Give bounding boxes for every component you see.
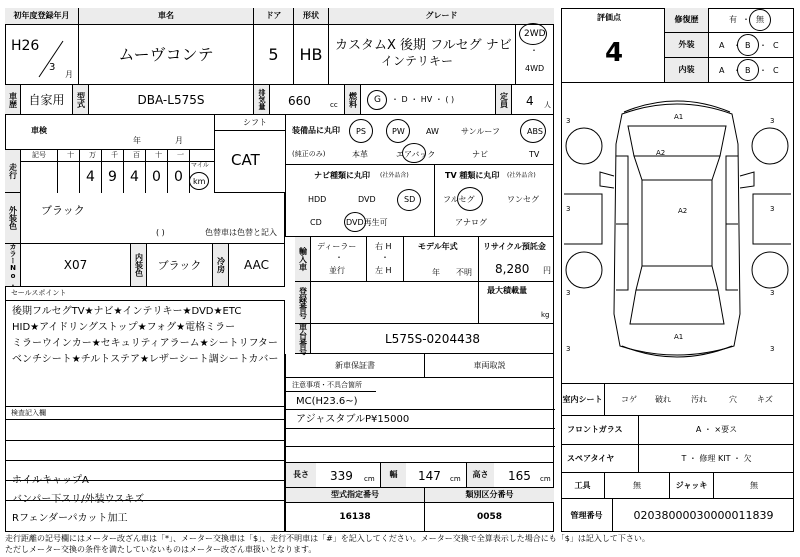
diagram-mark: 3 (770, 205, 775, 213)
model-value: DBA-L575S (89, 85, 254, 115)
color-paren: ( ) (156, 228, 165, 237)
mileage-digit: 4 (86, 169, 95, 185)
int-grade-dot: ・ (733, 66, 741, 75)
inspect-rule (5, 440, 285, 441)
mileage-digit: 0 (174, 169, 183, 185)
chassis-label: 車台番号 (295, 324, 311, 354)
manual-label: 車両取説 (425, 354, 554, 378)
ext-grade-dot: ・ (759, 41, 767, 50)
inspect-line: Rフェンダーパカット加工 (12, 513, 128, 524)
length-label: 長さ (286, 463, 316, 487)
damage-code: A2 (678, 207, 688, 215)
mileage-digit: 9 (108, 169, 117, 185)
mileage-header-ichi: 一 (177, 151, 184, 159)
equip-abs-circle (520, 119, 546, 143)
drive-divider (515, 25, 516, 85)
interior-color-value: ブラック (147, 244, 213, 287)
tv-cell (435, 165, 554, 237)
int-grade-b-circle (737, 59, 759, 81)
diagram-mark: 3 (566, 289, 571, 297)
tv-fullseg: フルセグ (443, 195, 475, 204)
ext-grade-c: C (773, 41, 779, 50)
notes-rule (286, 428, 555, 429)
mileage-col-line (189, 150, 190, 193)
tools-value: 無 (605, 473, 670, 499)
inspect-rule (5, 460, 285, 461)
class-no-value: 0058 (476, 512, 503, 522)
color-label: 外装色 (5, 193, 21, 244)
sales-header (5, 287, 285, 301)
first-reg-cell (5, 25, 79, 85)
reg-no-value (311, 282, 479, 324)
import-dealer-cell (311, 237, 367, 282)
inspect-line: バンパー下スリ/外装ウスキズ (12, 494, 145, 505)
door-header: ドア (254, 8, 294, 25)
height-value: 165 (508, 469, 531, 483)
capacity-label: 定員 (496, 85, 512, 115)
navi-cd: CD (310, 218, 322, 227)
notes-label: 注意事項・不具合箇所 (292, 381, 362, 389)
model-year-cell (404, 237, 479, 282)
diagram-mark: 3 (770, 289, 775, 297)
mileage-label: 走行 (5, 150, 21, 193)
score-value: 4 (605, 38, 624, 68)
chassis-value: L575S-0204438 (311, 324, 554, 354)
footer-note: 走行距離の記号欄にはメーター改ざん車は「*」、メーター交換車は「$」、走行不明車は「#」を記入してください。メーター交換で全算表示した場合にも「$」は記入して下さい。 (5, 534, 650, 543)
tv-fullseg-circle (457, 187, 483, 211)
navi-cell (285, 165, 435, 237)
jack-label: ジャッキ (670, 473, 714, 499)
ac-value: AAC (229, 244, 285, 287)
navi-sd: SD (404, 195, 416, 204)
recycle-value: 8,280 (495, 262, 530, 276)
equip-ps: PS (356, 127, 366, 136)
repair-yes: 有 (729, 15, 737, 24)
equip-pw: PW (392, 127, 405, 136)
capacity-unit: 人 (544, 101, 551, 109)
grade-line1: カスタムX 後期 フルセグ ナビ (335, 38, 512, 53)
shift-cell (214, 115, 285, 193)
import-dealer: ディーラー (317, 242, 357, 251)
equip-navi: ナビ (472, 150, 488, 159)
mileage-col-line (101, 150, 102, 193)
color-cell (21, 193, 285, 244)
recycle-cell (479, 237, 554, 282)
length-unit: cm (364, 475, 375, 483)
shift-rule (215, 130, 285, 131)
score-label: 評価点 (597, 13, 621, 22)
warranty-label: 新車保証書 (285, 354, 425, 378)
equip-airbag: エアバック (396, 150, 436, 159)
reg-no-label: 登録番号 (295, 282, 311, 324)
class-no-label: 類別区分番号 (425, 488, 554, 503)
grade-header: グレード (329, 8, 554, 25)
mileage-col-line (123, 150, 124, 193)
ext-grade-b-circle (737, 34, 759, 56)
damage-code: A2 (656, 149, 666, 157)
notes-label-rule (286, 391, 376, 392)
repair-label: 修復歴 (665, 8, 709, 33)
recycle-label: リサイクル預託金 (483, 242, 546, 251)
mileage-header-man: 万 (89, 151, 96, 159)
handle-cell (367, 237, 404, 282)
equip-ps-circle (349, 119, 373, 143)
displacement-value: 660 (288, 94, 311, 108)
door-value: 5 (254, 25, 294, 85)
spare-label: スペアタイヤ (561, 445, 639, 473)
equip-tv: TV (529, 150, 540, 159)
notes-rule (286, 409, 555, 410)
mileage-header-hyaku: 百 (133, 151, 140, 159)
mileage-col-line (79, 150, 80, 193)
damage-code: A1 (674, 113, 684, 121)
equip-aw: AW (426, 127, 439, 136)
inspect-label: 検査記入欄 (11, 409, 46, 417)
mileage-header-code: 記号 (32, 151, 46, 159)
width-value: 147 (418, 469, 441, 483)
seat-item: 破れ (655, 395, 671, 404)
ext-grade-a: A (719, 41, 725, 50)
navi-dvd: DVD (358, 195, 376, 204)
mileage-mile: マイル (191, 162, 209, 169)
exterior-cell (709, 33, 794, 58)
notes-cell (285, 378, 554, 462)
mgmt-value: 02038000030000011839 (633, 509, 774, 522)
capacity-value: 4 (526, 94, 534, 108)
ext-grade-b: B (745, 41, 751, 50)
seat-label-text: 室内シート (562, 394, 603, 404)
int-grade-a: A (719, 66, 725, 75)
navi-dvd-play-circle (344, 212, 366, 232)
diagram-mark: 3 (566, 205, 571, 213)
length-value: 339 (330, 469, 353, 483)
shape-value: HB (294, 25, 329, 85)
drive-4wd: 4WD (525, 64, 545, 73)
handle-right: 右 H (375, 242, 392, 251)
navi-title: ナビ種類に丸印 (314, 171, 370, 180)
seat-item: 汚れ (691, 395, 707, 404)
grade-cell (329, 25, 554, 85)
sales-line: ミラーウインカー★セキュリティアラーム★シートリフター (12, 338, 278, 349)
mileage-digit: 0 (152, 169, 161, 185)
colorno-value: X07 (21, 244, 131, 287)
inspection-year: 年 (133, 136, 141, 145)
recycle-unit: 円 (543, 266, 551, 275)
interior-label: 内装 (665, 58, 709, 83)
import-dot1: ・ (335, 253, 343, 262)
color-value: ブラック (41, 204, 85, 217)
mgmt-label: 管理番号 (561, 499, 613, 532)
navi-dvd-play: DVD再生可 (346, 218, 388, 227)
navi-note: (社外品含) (380, 172, 409, 179)
handle-dot: ・ (381, 253, 389, 262)
footer-note: ただしメーター交換の条件を満たしていないものはメーター改ざん車扱いとなります。 (5, 545, 317, 554)
usage-value: 自家用 (21, 85, 73, 115)
tools-label: 工具 (561, 473, 605, 499)
diagram-mark: 3 (770, 117, 775, 125)
max-load-cell (479, 282, 554, 324)
sales-line: 後期フルセグTV★ナビ★インテリキー★DVD★ETC (12, 306, 242, 317)
first-reg-era: H26 (11, 38, 40, 54)
fuel-others: ・ D ・ HV ・ ( ) (391, 95, 455, 104)
inspection-label: 車検 (31, 126, 47, 135)
navi-sd-circle (397, 189, 421, 211)
type-approval-value: 16138 (285, 503, 425, 532)
mileage-col-line (167, 150, 168, 193)
notes-rule (286, 446, 555, 447)
car-name-value: ムーヴコンテ (79, 25, 254, 85)
shift-value: CAT (231, 151, 260, 169)
score-cell (561, 8, 665, 83)
shift-label: シフト (243, 118, 267, 127)
displacement-cell (270, 85, 345, 115)
glass-label: フロントガラス (561, 416, 639, 445)
color-note: 色替車は色替と記入 (205, 228, 277, 237)
width-unit: cm (450, 475, 461, 483)
seat-item: キズ (757, 395, 773, 404)
interior-cell (709, 58, 794, 83)
fuel-label: 燃料 (345, 85, 361, 115)
fuel-gasoline-circle (367, 90, 387, 110)
equipment-sub: (純正のみ) (292, 150, 326, 158)
glass-value: A ・ ×要ス (639, 416, 794, 445)
type-approval-label: 型式指定番号 (285, 488, 425, 503)
displacement-unit: cc (330, 101, 338, 109)
notes-line: MC(H23.6~) (296, 396, 358, 407)
model-label: 型式 (73, 85, 89, 115)
inspection-month: 月 (175, 136, 183, 145)
usage-label: 車歴 (5, 85, 21, 115)
car-name-header: 車名 (79, 8, 254, 25)
mileage-col-line (57, 150, 58, 193)
drive-dot: ・ (530, 46, 538, 55)
tv-analog: アナログ (455, 218, 487, 227)
capacity-cell (512, 85, 554, 115)
width-label: 幅 (380, 463, 406, 487)
equip-leather: 本革 (352, 150, 368, 159)
notes-line: アジャスタブルP¥15000 (296, 414, 410, 425)
repair-no: 無 (756, 15, 764, 24)
diagram-mark: 3 (770, 345, 775, 353)
int-grade-dot: ・ (759, 66, 767, 75)
tv-note: (社外品含) (507, 172, 536, 179)
interior-color-label: 内装色 (131, 244, 147, 287)
equipment-label: 装備品に丸印 (292, 126, 340, 135)
displacement-label: 排気量 (254, 85, 270, 115)
diagram-mark: 3 (566, 117, 571, 125)
max-load-unit: kg (541, 311, 550, 319)
mileage-km-circle (189, 172, 209, 190)
first-reg-month-unit: 月 (65, 70, 73, 79)
seat-label (561, 383, 605, 416)
handle-left: 左 H (375, 266, 392, 275)
ext-grade-dot: ・ (733, 41, 741, 50)
seat-item: コゲ (621, 395, 637, 404)
seat-cell (605, 383, 794, 416)
fuel-gasoline: G (374, 95, 381, 105)
model-year-unknown: 不明 (456, 268, 472, 277)
inspect-header (5, 406, 285, 420)
tv-oneseg: ワンセグ (507, 195, 539, 204)
mileage-digit: 4 (130, 169, 139, 185)
jack-value: 無 (714, 473, 794, 499)
equip-abs: ABS (527, 127, 543, 136)
sales-label: セールスポイント (11, 289, 67, 297)
first-reg-header: 初年度登録年月 (5, 8, 79, 25)
inspect-line: ホイルキャップA (12, 475, 89, 486)
int-grade-c: C (773, 66, 779, 75)
mileage-header-sen: 千 (111, 151, 118, 159)
equip-pw-circle (386, 119, 410, 143)
height-label: 高さ (466, 463, 494, 487)
mileage-km: km (193, 177, 206, 186)
spare-value: T ・ 修理 KIT ・ 欠 (639, 445, 794, 473)
max-load-label: 最大積載量 (487, 286, 527, 295)
mileage-header-juu: 十 (155, 151, 162, 159)
colorno-label: カラーNo. (5, 244, 21, 287)
date-slash (35, 39, 65, 79)
fuel-cell (361, 85, 496, 115)
diagram-mark: 3 (566, 345, 571, 353)
drive-2wd: 2WD (524, 29, 546, 39)
seat-item: 穴 (729, 395, 737, 404)
sales-line: ベンチシート★チルトステア★レザーシート調シートカバー (12, 354, 279, 365)
int-grade-b: B (745, 66, 751, 75)
first-reg-month: 3 (49, 62, 56, 73)
damage-code: A1 (674, 333, 684, 341)
equip-airbag-circle (402, 143, 426, 163)
height-unit: cm (540, 475, 551, 483)
tv-title: TV 種類に丸印 (445, 171, 500, 180)
import-label: 輸入車 (295, 237, 311, 282)
sales-line: HID★アイドリングストップ★フォグ★電格ミラー (12, 322, 236, 333)
model-year-label: モデル年式 (418, 242, 458, 251)
drive-2wd-circle (519, 23, 547, 45)
exterior-label: 外装 (665, 33, 709, 58)
equip-sunroof: サンルーフ (461, 127, 500, 136)
model-year-year: 年 (432, 268, 440, 277)
shape-header: 形状 (294, 8, 329, 25)
equipment-cell (285, 115, 554, 165)
mileage-header-10man: 十 (67, 151, 74, 159)
grade-line2: インテリキー (381, 54, 454, 68)
repair-dot: ・ (742, 15, 750, 24)
ac-label: 冷房 (213, 244, 229, 287)
repair-no-circle (749, 9, 771, 31)
navi-hdd: HDD (308, 195, 327, 204)
import-parallel: 並行 (329, 266, 345, 275)
mileage-col-line (145, 150, 146, 193)
repair-cell (709, 8, 794, 33)
